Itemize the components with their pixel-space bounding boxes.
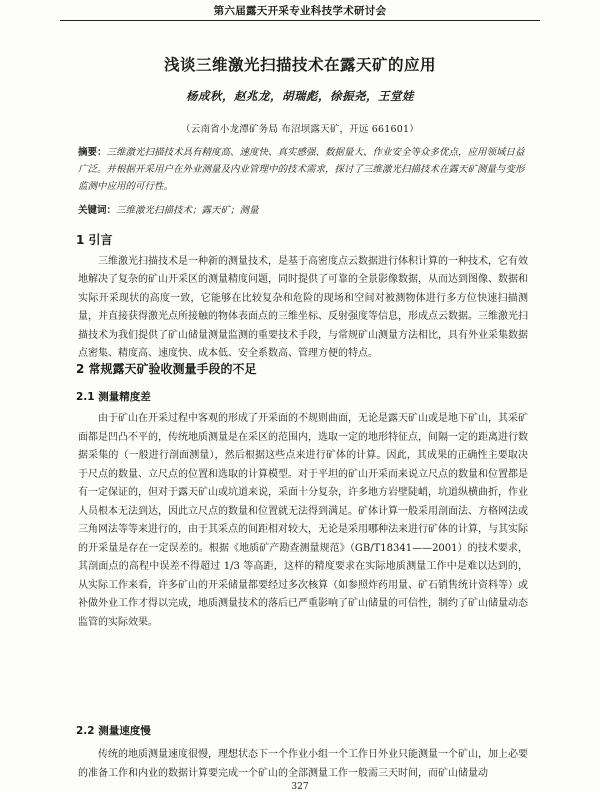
subsection-heading-precision: 2.1 测量精度差 bbox=[76, 391, 151, 403]
keywords-label: 关键词： bbox=[78, 205, 117, 216]
affiliation: （云南省小龙潭矿务局 布沼坝露天矿，开远 661601） bbox=[181, 124, 419, 135]
author-list: 杨成秋，赵兆龙，胡瑞彪，徐振尧，王堂娃 bbox=[186, 89, 414, 103]
subsection-heading-speed: 2.2 测量速度慢 bbox=[76, 725, 151, 737]
page-number: 327 bbox=[291, 782, 309, 792]
intro-paragraph: 三维激光扫描技术是一种新的测量技术，是基于高密度点云数据进行体积计算的一种技术，它有效地解决了复杂的矿山开采区的测量精度问题，同时提供了可靠的全景影像数据，从而达到图像、数据和实际开采现状的高度一致，它能够在比较复杂和危险的现场和空间对被测物体进行多方位快速扫描测量，并直接获得激光点所接触的物体表面点的三维坐标、反射强度等信息，形成点云数据。三维激光扫描技术为我们提供了矿山储量测量监测的重要技术手段，与常规矿山测量方法相比，具有外业采集数据点密集、精度高、速度快、成本低、安全系数高、管理方便的特点。 bbox=[78, 256, 528, 360]
keywords bbox=[78, 204, 526, 218]
running-header: 第六届露天开采专业科技学术研讨会 bbox=[60, 4, 540, 21]
speed-paragraph: 传统的地质测量速度很慢，理想状态下一个作业小组一个工作日外业只能测量一个矿山，加上必要的准备工作和内业的数据计算要完成一个矿山的全部测量工作一般需三天时间，而矿山储量动 bbox=[78, 749, 528, 779]
paper-title: 浅谈三维激光扫描技术在露天矿的应用 bbox=[163, 56, 436, 74]
keywords-text: 三维激光扫描技术；露天矿；测量 bbox=[116, 205, 259, 216]
abstract bbox=[78, 145, 526, 195]
precision-paragraph: 由于矿山在开采过程中客观的形成了开采面的不规则曲面，无论是露天矿山或是地下矿山，其采矿面都是凹凸不平的，传统地质测量是在采区的范围内，选取一定的地形特征点，间隔一定的距离进行数据采集的（一般进行剖面测量），然后根据这些点来进行矿体的计算。因此，其成果的正确性主要取决于尺点的数量、立尺点的位置和选取的计算模型。对于平坦的矿山开采而来说立尺点的数量和位置都是有一定保证的，但对于露天矿山或坑道来说，采面十分复杂，许多地方岩壁陡峭，坑道纵横曲折，作业人员根本无法到达，因此立尺点的数量和位置就无法得到满足。矿体计算一般采用剖面法、方格网法或三角网法等等来进行的，由于其采点的间距相对较大，无论是采用哪种法来进行矿体的计算，与其实际的开采量是存在一定误差的。根据《地质矿产勘查测量规范》（GB/T18341——2001）的技术要求，其剖面点的高程中误差不得超过 1/3 等高距，这样的精度要求在实际地质测量工作中是难以达到的，从实际工作来看，许多矿山的开采储量都要经过多次核算（如参照炸药用量、矿石销售统计资料等）或补做外业工作才得以完成，地质测量技术的落后已严重影响了矿山储量的可信性，制约了矿山储量动态监管的实际效果。 bbox=[78, 413, 528, 628]
abstract-label: 摘要： bbox=[78, 147, 107, 158]
section-heading-shortcomings: 2 常规露天矿验收测量手段的不足 bbox=[76, 362, 257, 376]
section-heading-intro: 1 引言 bbox=[76, 233, 113, 247]
abstract-text: 三维激光扫描技术具有精度高、速度快、真实感强、数据量大、作业安全等众多优点，应用领域日益广泛。并根据开采用户在外业测量及内业管理中的技术需求，探讨了三维激光扫描技术在露天矿测量与变形监测中应用的可行性。 bbox=[78, 147, 525, 192]
